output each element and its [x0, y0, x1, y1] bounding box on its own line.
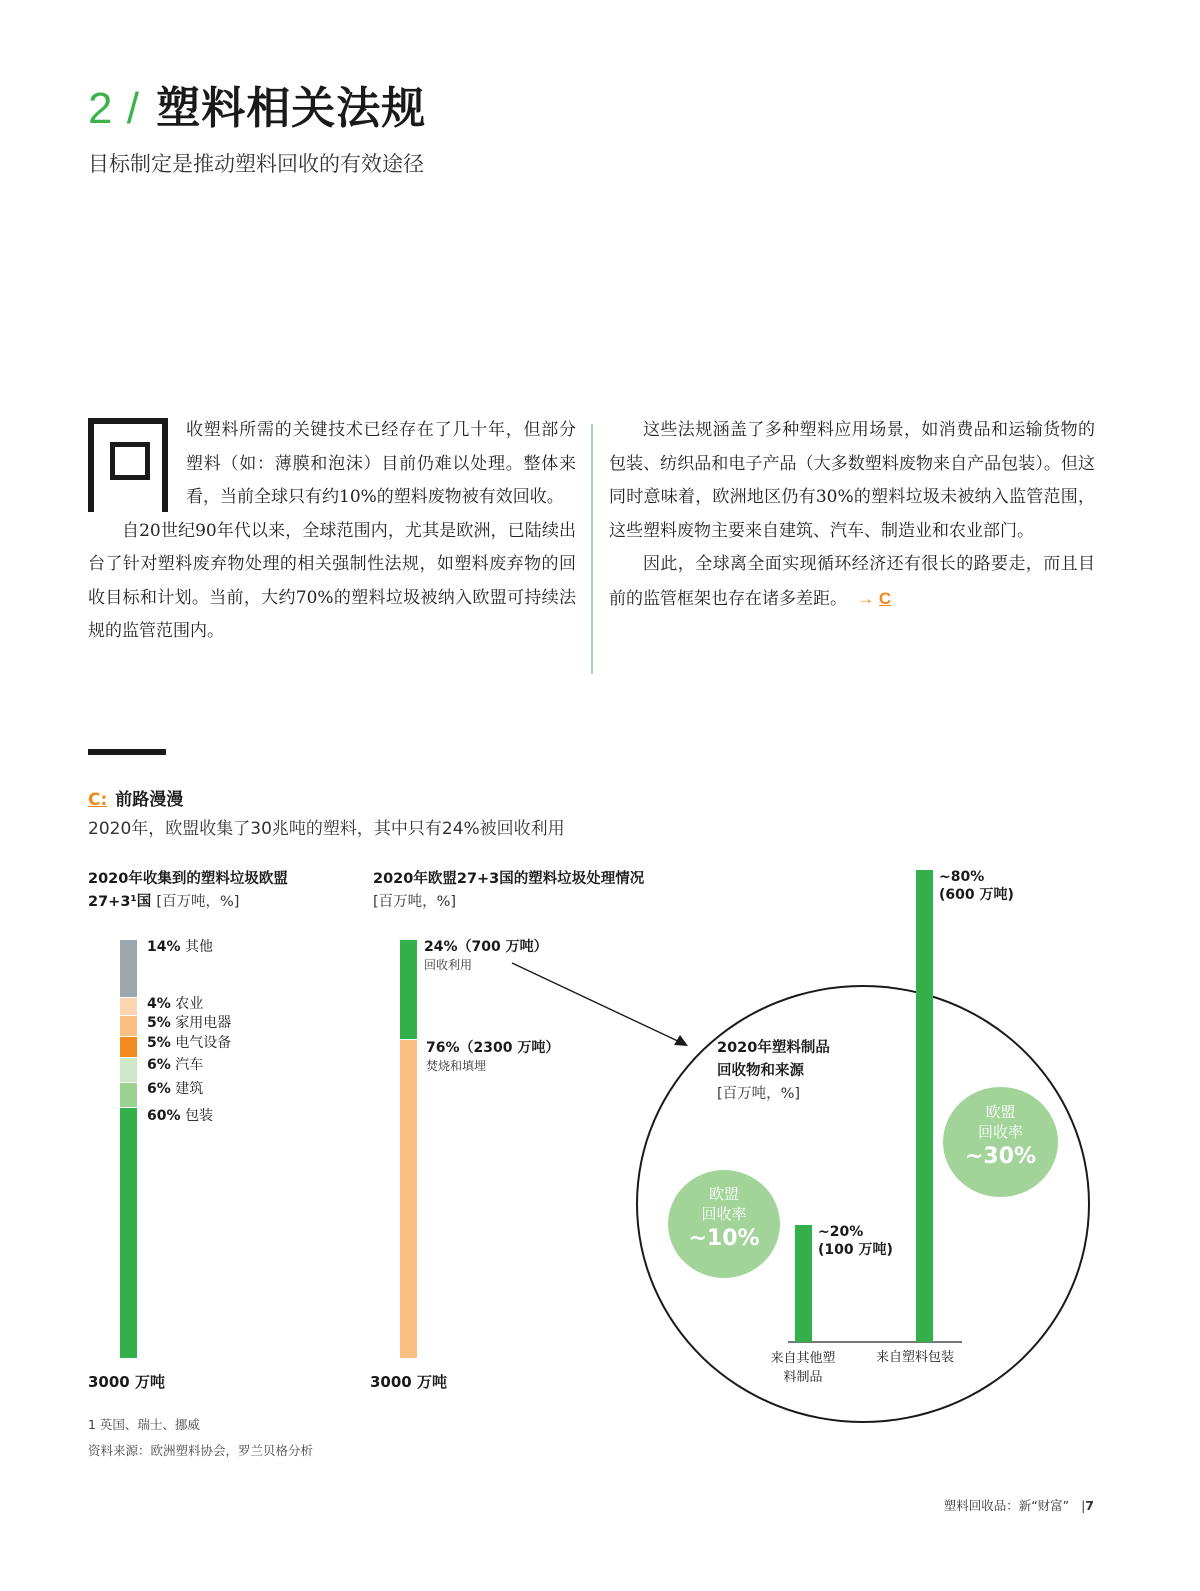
figure-subtitle: 2020年，欧盟收集了30兆吨的塑料，其中只有24%被回收利用 [88, 819, 565, 839]
body-column-left [88, 414, 576, 649]
dropcap-hui-icon [88, 418, 176, 510]
bar-label: ~20% (100 万吨) [818, 1224, 893, 1258]
paragraph: 因此，全球离全面实现循环经济还有很长的路要走，而且目前的监管框架也存在诸多差距。 [609, 554, 1095, 609]
bar-label: ~80% (600 万吨) [939, 869, 1014, 903]
bar-packaging [916, 870, 933, 1342]
chart2-total: 3000 万吨 [370, 1373, 447, 1391]
segment-label: 6% 建筑 [147, 1081, 204, 1097]
segment-label: 5% 电气设备 [147, 1035, 232, 1051]
cross-reference-link[interactable]: → C [857, 588, 892, 608]
column-divider [591, 424, 593, 674]
category-label: 来自其他塑 料制品 [770, 1351, 836, 1385]
source-note: 资料来源：欧洲塑料协会，罗兰贝格分析 [88, 1443, 314, 1458]
bar-segment-agriculture [120, 998, 137, 1015]
figure-title: C: 前路漫漫 [88, 790, 184, 810]
segment-label: 4% 农业 [147, 996, 204, 1012]
segment-label: 76%（2300 万吨） 焚烧和填埋 [426, 1040, 560, 1073]
page-footer: 塑料回收品：新“财富” |7 [943, 1498, 1094, 1513]
bar-other-products [795, 1225, 812, 1342]
paragraph: 自20世纪90年代以来，全球范围内，尤其是欧洲，已陆续出台了针对塑料废弃物处理的相关强制性法规，如塑料废弃物的回收目标和计划。当前，大约70%的塑料垃圾被纳入欧盟可持续法规的监管范围内。 [88, 520, 576, 641]
chart1-stacked-bar [120, 940, 137, 1358]
bar-segment-appliances [120, 1016, 137, 1036]
segment-label: 24%（700 万吨） 回收利用 [424, 939, 548, 972]
paragraph: 这些法规涵盖了多种塑料应用场景，如消费品和运输货物的包装、纺织品和电子产品（大多数塑料废物来自产品包装）。但这同时意味着，欧洲地区仍有30%的塑料垃圾未被纳入监管范围，这些塑料废物主要来自建筑、汽车、制造业和农业部门。 [609, 420, 1095, 541]
chart1-title: 2020年收集到的塑料垃圾欧盟 27+3¹国 [百万吨，%] [88, 871, 288, 910]
recycling-rate-bubble: 欧盟 回收率 ~10% [668, 1170, 780, 1278]
bar-segment-recycled [400, 940, 417, 1039]
figure-label: C: [88, 790, 108, 810]
category-label: 来自塑料包装 [876, 1350, 955, 1365]
footnote: 1 英国、瑞士、挪威 [88, 1417, 200, 1432]
bar-segment-automotive [120, 1058, 137, 1082]
section-divider [88, 749, 166, 755]
page-subtitle: 目标制定是推动塑料回收的有效途径 [88, 152, 424, 176]
publication-title: 塑料回收品：新“财富” [943, 1498, 1070, 1513]
bar-segment-other [120, 940, 137, 997]
arrow-right-icon: → [857, 588, 875, 608]
chart2-title: 2020年欧盟27+3国的塑料垃圾处理情况 [百万吨，%] [373, 871, 645, 910]
bar-segment-packaging [120, 1108, 137, 1358]
paragraph: 收塑料所需的关键技术已经存在了几十年，但部分塑料（如：薄膜和泡沫）目前仍难以处理。整体来看，当前全球只有约10%的塑料废物被有效回收。 [186, 420, 576, 507]
chart1-total: 3000 万吨 [88, 1373, 165, 1391]
recycling-rate-bubble: 欧盟 回收率 ~30% [943, 1087, 1058, 1197]
page-number: 7 [1085, 1498, 1094, 1513]
body-column-right [609, 414, 1095, 616]
chart3-title: 2020年塑料制品 回收物和来源 [百万吨，%] [717, 1040, 830, 1102]
chart2-stacked-bar [400, 940, 417, 1358]
segment-label: 5% 家用电器 [147, 1015, 232, 1031]
segment-label: 14% 其他 [147, 939, 213, 955]
bar-segment-incinerated-landfill [400, 1040, 417, 1358]
bar-segment-construction [120, 1083, 137, 1107]
segment-label: 6% 汽车 [147, 1057, 204, 1073]
section-title: 塑料相关法规 [156, 83, 427, 134]
segment-label: 60% 包装 [147, 1108, 213, 1124]
arrow-connector-icon [500, 955, 700, 1055]
chart3-baseline [788, 1341, 962, 1343]
page-title [88, 82, 426, 136]
bar-segment-electrical [120, 1037, 137, 1057]
section-number: 2 / [88, 84, 140, 133]
